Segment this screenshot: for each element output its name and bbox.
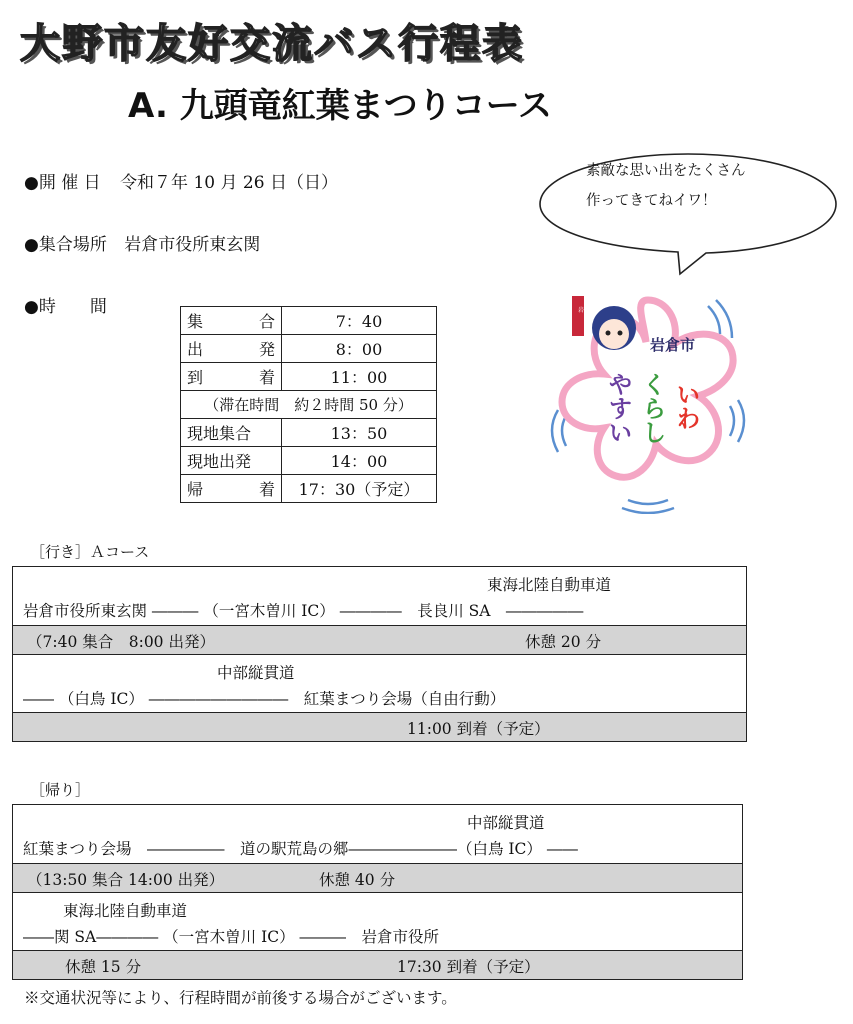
city-mascot-logo [548,286,748,514]
label-char: 出 [187,340,204,359]
outbound-row-3 [13,654,746,713]
bubble-line-1: 素敵な思い出をたくさん [586,163,746,179]
label-char: 着 [258,480,275,499]
page-title: 大野市友好交流バス行程表 [20,21,524,67]
return-row-1 [13,805,742,863]
date-value: 令和７年 10 月 26 日（日） [120,173,338,193]
route-note: （13:50 集合 14:00 出発） [27,871,225,889]
route-note: （7:40 集合 8:00 出発） [27,633,215,651]
schedule-label: 現地出発 [181,447,282,475]
route-segment: ―― （白鳥 IC） ――――――――― 紅葉まつり会場（自由行動） [23,690,506,708]
traffic-disclaimer: ※交通状況等により、行程時間が前後する場合がございます。 [24,989,457,1007]
route-segment: ――関 SA―――― （一宮木曽川 IC） ――― 岩倉市役所 [23,928,440,946]
logo-badge: 岩倉 [578,307,591,314]
schedule-value: 11：00 [282,363,437,391]
schedule-value: 7：40 [282,307,437,335]
outbound-row-2 [13,625,746,654]
route-segment: 紅葉まつり会場 ――――― 道の駅荒島の郷―――――――（白鳥 IC） ―― [23,840,578,858]
schedule-value: 13：50 [282,419,437,447]
date-label: ●開 催 日 [24,173,101,193]
logo-word-iwa: いわ [672,382,700,430]
schedule-value: 14：00 [282,447,437,475]
date-line [24,168,338,193]
rest-note: 休憩 15 分 [65,958,142,976]
sakura-logo-icon [548,286,748,514]
schedule-row-arrive [181,363,437,391]
rest-note: 休憩 20 分 [525,633,602,651]
course-subtitle: A. 九頭竜紅葉まつりコース [128,86,552,126]
return-route-box [12,804,743,980]
expressway-label: 中部縦貫道 [467,814,545,832]
schedule-row-local-assemble [181,419,437,447]
outbound-row-1 [13,567,746,625]
place-value: 岩倉市役所東玄関 [124,235,261,255]
schedule-row-note [181,391,437,419]
label-char: 集 [187,312,204,331]
outbound-row-4 [13,712,746,741]
schedule-row-depart [181,335,437,363]
outbound-label: ［行き］Ａコース [30,543,150,561]
schedule-row-assemble [181,307,437,335]
logo-city-name: 岩倉市 [650,336,696,354]
expressway-label: 東海北陸自動車道 [63,902,188,920]
label-char: 帰 [187,480,204,499]
outbound-route-box [12,566,747,742]
schedule-row-return [181,475,437,503]
schedule-value: 17：30（予定） [282,475,437,503]
expressway-label: 東海北陸自動車道 [487,576,612,594]
stay-time-note: （滞在時間 約２時間 50 分） [181,391,437,419]
label-char: 着 [258,368,275,387]
arrival-note: 17:30 到着（予定） [397,958,540,976]
expressway-label: 中部縦貫道 [217,664,295,682]
label-char: 発 [258,340,275,359]
return-row-3 [13,892,742,951]
logo-word-yasui: やすい [604,372,632,444]
route-segment: 岩倉市役所東玄関 ――― （一宮木曽川 IC） ―――― 長良川 SA ――――― [23,602,584,620]
time-label: ●時 間 [24,297,107,317]
place-label: ●集合場所 [24,235,107,255]
bubble-line-2: 作ってきてねイワ！ [586,193,717,209]
return-row-2 [13,863,742,892]
label-char: 到 [187,368,204,387]
return-label: ［帰り］ [30,781,91,799]
place-line [24,230,260,255]
label-char: 合 [258,312,275,331]
schedule-table [180,306,437,503]
arrival-note: 11:00 到着（予定） [407,720,550,738]
rest-note: 休憩 40 分 [319,871,396,889]
logo-word-kurashi: くらし [638,372,666,444]
speech-bubble [538,146,838,276]
schedule-value: 8：00 [282,335,437,363]
return-row-4 [13,950,742,979]
schedule-label: 現地集合 [181,419,282,447]
schedule-row-local-depart [181,447,437,475]
